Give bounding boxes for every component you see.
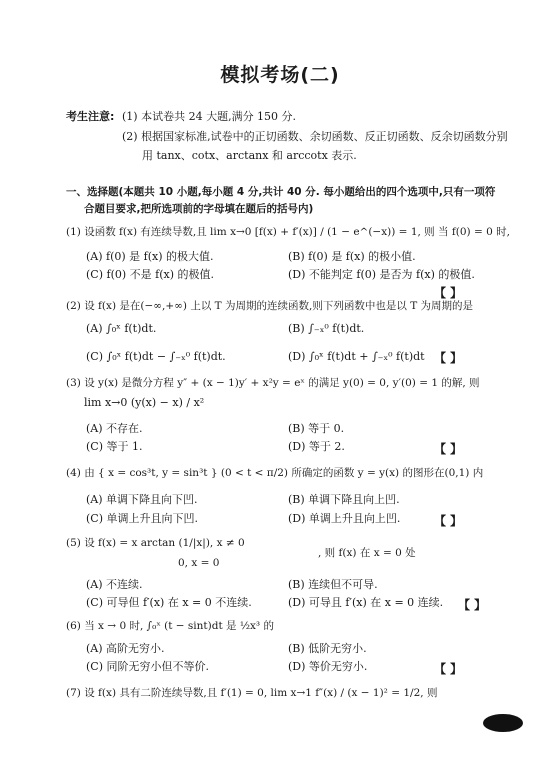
q3-option-d: (D) 等于 2. (288, 440, 345, 453)
q2-option-d: (D) ∫₀ˣ f(t)dt + ∫₋ₓ⁰ f(t)dt (288, 350, 425, 363)
q4-option-d: (D) 单调上升且向上凹. (288, 512, 401, 525)
q5-option-a: (A) 不连续. (86, 578, 143, 591)
q4-stem: (4) 由 { x = cos³t, y = sin³t } (0 < t < π/2) 所确定的函数 y = y(x) 的图形在(0,1) 内 (66, 467, 484, 479)
q2-option-c: (C) ∫₀ˣ f(t)dt − ∫₋ₓ⁰ f(t)dt. (86, 350, 226, 363)
page-title: 模拟考场(二) (220, 64, 340, 86)
q4-option-a: (A) 单调下降且向下凹. (86, 493, 198, 506)
q7-stem: (7) 设 f(x) 具有二阶连续导数,且 f′(1) = 0, lim x→1 f″(x) / (x − 1)² = 1/2, 则 (66, 687, 438, 699)
q2-option-b: (B) ∫₋ₓ⁰ f(t)dt. (288, 322, 365, 335)
q5-answer-bracket: 【 】 (458, 598, 487, 612)
q4-answer-bracket: 【 】 (434, 514, 463, 528)
q1-answer-bracket: 【 】 (434, 286, 463, 300)
q3-answer-bracket: 【 】 (434, 442, 463, 456)
q2-stem: (2) 设 f(x) 是在(−∞,+∞) 上以 T 为周期的连续函数,则下列函数中也是以 T 为周期的是 (66, 300, 474, 312)
page-corner-mark (483, 714, 523, 732)
q1-option-c: (C) f(0) 不是 f(x) 的极值. (86, 268, 214, 281)
q2-option-a: (A) ∫₀ˣ f(t)dt. (86, 322, 157, 335)
q3-stem: (3) 设 y(x) 是微分方程 y″ + (x − 1)y′ + x²y = eˣ 的满足 y(0) = 0, y′(0) = 1 的解, 则 (66, 377, 480, 389)
q3-option-b: (B) 等于 0. (288, 422, 345, 435)
notice-item-2: (2) 根据国家标准,试卷中的正切函数、余切函数、反正切函数、反余切函数分别 (122, 130, 508, 143)
notice-label: 考生注意: (66, 110, 115, 123)
q6-option-b: (B) 低阶无穷小. (288, 642, 367, 655)
q3-stem-limit: lim x→0 (y(x) − x) / x² (84, 396, 205, 409)
q6-option-d: (D) 等价无穷小. (288, 660, 368, 673)
q5-stem-tail: , 则 f(x) 在 x = 0 处 (318, 547, 416, 559)
q3-option-a: (A) 不存在. (86, 422, 143, 435)
q5-stem: (5) 设 f(x) = x arctan (1/|x|), x ≠ 0 (66, 537, 245, 549)
q1-option-b: (B) f(0) 是 f(x) 的极小值. (288, 250, 416, 263)
q6-option-c: (C) 同阶无穷小但不等价. (86, 660, 209, 673)
q6-stem: (6) 当 x → 0 时, ∫₀ˣ (t − sint)dt 是 ½x³ 的 (66, 620, 274, 632)
q4-option-c: (C) 单调上升且向下凹. (86, 512, 198, 525)
q6-option-a: (A) 高阶无穷小. (86, 642, 165, 655)
q1-stem: (1) 设函数 f(x) 有连续导数,且 lim x→0 [f(x) + f′(x)] / (1 − e^(−x)) = 1, 则 当 f(0) = 0 时, (66, 226, 510, 238)
q2-answer-bracket: 【 】 (434, 351, 463, 365)
q5-option-b: (B) 连续但不可导. (288, 578, 378, 591)
notice-item-2-cont: 用 tanx、cotx、arctanx 和 arccotx 表示. (142, 149, 357, 162)
notice-item-1: (1) 本试卷共 24 大题,满分 150 分. (122, 110, 297, 123)
q6-answer-bracket: 【 】 (434, 662, 463, 676)
q5-option-c: (C) 可导但 f′(x) 在 x = 0 不连续. (86, 596, 252, 609)
q1-option-a: (A) f(0) 是 f(x) 的极大值. (86, 250, 214, 263)
q1-option-d: (D) 不能判定 f(0) 是否为 f(x) 的极值. (288, 268, 475, 281)
section-heading: 一、选择题(本题共 10 小题,每小题 4 分,共计 40 分. 每小题给出的四个选项中,只有一项符 (66, 186, 496, 198)
section-heading-cont: 合题目要求,把所选项前的字母填在题后的括号内) (84, 203, 314, 215)
q4-option-b: (B) 单调下降且向上凹. (288, 493, 400, 506)
q5-option-d: (D) 可导且 f′(x) 在 x = 0 连续. (288, 596, 444, 609)
q5-stem-case-2: 0, x = 0 (178, 557, 220, 569)
q3-option-c: (C) 等于 1. (86, 440, 143, 453)
